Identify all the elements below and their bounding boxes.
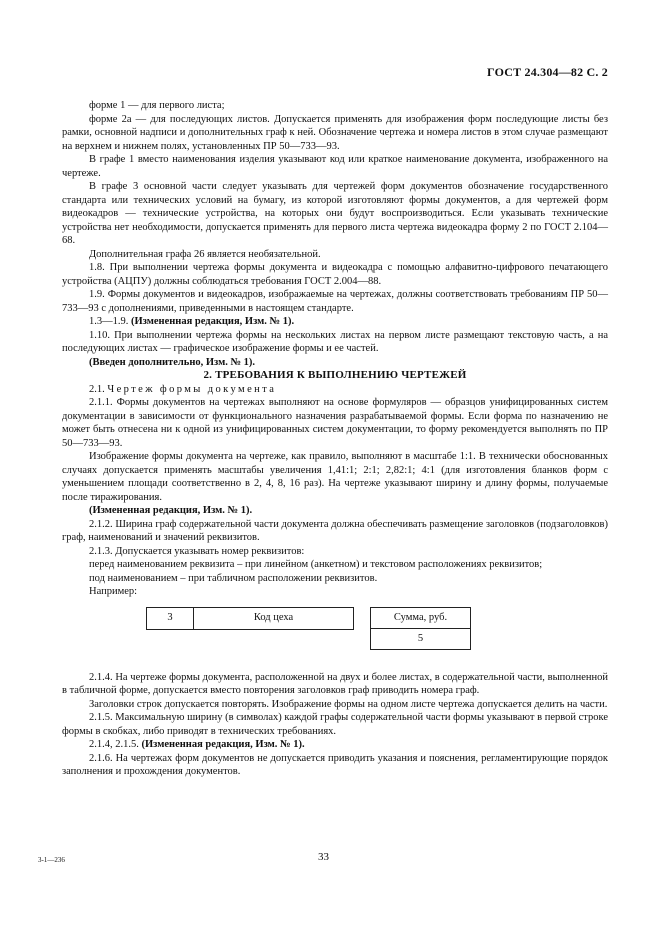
paragraph: 2.1.6. На чертежах форм документов не допускается приводить указания и пояснения, регламентирующие порядок заполнения и прохождения документов. <box>62 752 608 777</box>
amendment-note <box>62 315 608 329</box>
amendment-note: (Измененная редакция, Изм. № 1). <box>89 505 253 516</box>
paragraph: 2.1.1. Формы документов на чертежах выполняют на основе формуляров — образцов унифицированных систем документации в зависимости от функционального назначения разрабатываемой формы. Если форма по назначению не может быть отнесена ни к одной из унифицированных систем документации, то форму рекомендуется выполнять по ПР 50—733—93. <box>62 397 608 449</box>
print-mark: 3-1—236 <box>38 856 65 864</box>
paragraph: 2.1.2. Ширина граф содержательной части документа должна обеспечивать размещение заголовков (подзаголовков) граф, наименований и значений реквизитов. <box>62 518 608 543</box>
amendment-prefix: 1.3—1.9. <box>89 316 131 327</box>
document-body <box>62 99 608 779</box>
paragraph: В графе 1 вместо наименования изделия указывают код или краткое наименование документа, изображенного на чертеже. <box>62 154 608 179</box>
paragraph: В графе 3 основной части следует указывать для чертежей форм документов обозначение государственного стандарта или технических условий на бумагу, из которой изготовляют формы документов, а для чертежей форм видеокадров — технические устройства, на которых они будут воспроизводиться. Если указывать технические устройства нет необходимости, допускается применять для первого листа чертежа видеокадра форму 2 по ГОСТ 2.104—68. <box>62 181 608 246</box>
paragraph: Заголовки строк допускается повторять. Изображение формы на одном листе чертежа допускается делить на части. <box>89 698 608 710</box>
requisite-number: 3 <box>147 608 194 629</box>
section-title: 2. ТРЕБОВАНИЯ К ВЫПОЛНЕНИЮ ЧЕРТЕЖЕЙ <box>203 369 467 381</box>
amendment-bold: (Измененная редакция, Изм. № 1). <box>141 739 305 750</box>
page-header-doc-code: ГОСТ 24.304—82 С. 2 <box>487 65 608 79</box>
paragraph: 1.9. Формы документов и видеокадров, изображаемые на чертежах, должны соответствовать требованиям ПР 50—733—93 с дополнениями, приведенными в настоящем стандарте. <box>62 289 608 314</box>
amendment-note <box>62 738 608 752</box>
requisite-label: Сумма, руб. <box>371 608 470 629</box>
paragraph: Дополнительная графа 26 является необязательной. <box>89 248 321 260</box>
amendment-prefix: 2.1.4, 2.1.5. <box>89 739 142 750</box>
paragraph: под наименованием – при табличном расположении реквизитов. <box>89 572 378 584</box>
example-table-requisite <box>370 607 471 650</box>
amendment-bold: (Измененная редакция, Изм. № 1). <box>131 316 295 327</box>
paragraph: перед наименованием реквизита – при линейном (анкетном) и текстовом расположениях реквизитов; <box>89 559 543 570</box>
subsection-title: Чертеж формы документа <box>107 383 277 395</box>
paragraph: форме 1 — для первого листа; <box>89 100 225 111</box>
paragraph: форме 2а — для последующих листов. Допускается применять для изображения форм последующие листы без рамки, основной надписи и дополнительных граф к ней. Обозначение чертежа и номера листов в этом случае размещают на верхнем и нижнем полях, установленных ПР 50—733—93. <box>62 113 608 152</box>
requisite-number: 5 <box>417 632 424 644</box>
paragraph: Изображение формы документа на чертеже, как правило, выполняют в масштабе 1:1. В технически обоснованных случаях допускается применять масштабы увеличения 1,41:1; 2:1; 2,82:1; 4:1 (для изготовления бланков форм с уменьшением площади соответственно в 2, 4, 8, 16 раз). На чертеже указывают ширину и длину формы, получаемые после тиражирования. <box>62 451 608 503</box>
subsection-heading <box>62 383 608 397</box>
paragraph: 2.1.4. На чертеже формы документа, расположенной на двух и более листах, в содержательной части, выполненной в табличной форме, допускается вместо повторения заголовков граф приводить номера граф. <box>62 671 608 696</box>
paragraph: 1.8. При выполнении чертежа формы документа и видеокадра с помощью алфавитно-цифрового печатающего устройства (АЦПУ) должны соблюдаться требования ГОСТ 2.004—88. <box>62 262 608 287</box>
subsection-number: 2.1. <box>89 383 108 395</box>
introduced-note: (Введен дополнительно, Изм. № 1). <box>89 356 256 368</box>
requisite-label: Код цеха <box>253 612 294 624</box>
example-figure <box>62 603 608 665</box>
example-linear-requisite <box>146 607 354 630</box>
paragraph: 1.10. При выполнении чертежа формы на нескольких листах на первом листе размещают текстовую часть, а на последующих листах — графическое изображение формы и ее частей. <box>62 329 608 354</box>
paragraph: 2.1.3. Допускается указывать номер реквизитов: <box>89 545 305 557</box>
page-number: 33 <box>318 851 329 863</box>
paragraph: Например: <box>89 586 138 597</box>
paragraph: 2.1.5. Максимальную ширину (в символах) каждой графы содержательной части формы указывают в первой строке формы в скобках, либо приводят в технических требованиях. <box>62 712 608 737</box>
